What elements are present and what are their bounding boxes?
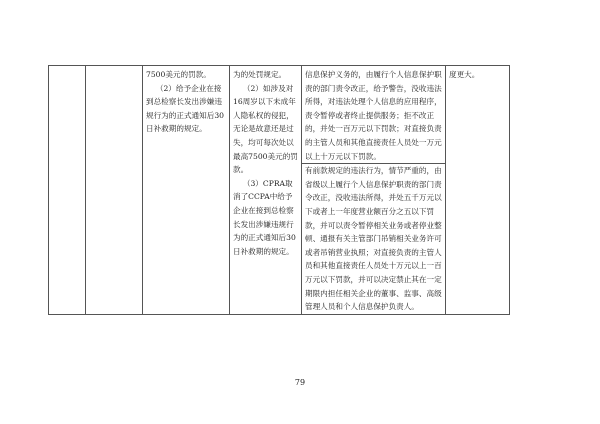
col6-para1: 度更大。 [449, 70, 480, 79]
table-cell-empty-1 [49, 66, 86, 315]
table-cell-empty-2 [86, 66, 143, 315]
col4-para2: （2）如涉及对16周岁以下未成年人隐私权的侵犯，无论是故意还是过失，均可每次处以最高7500美元的罚款。 [233, 83, 298, 175]
table-cell-col3 [143, 66, 230, 315]
col4-para3: （3）CPRA取消了CCPA中给予企业在接到总检察长发出涉嫌违规行为的正式通知后30日补救期的规定。 [233, 178, 296, 256]
comparison-table [48, 65, 510, 315]
col5-para2: 有前款规定的违法行为，情节严重的，由省级以上履行个人信息保护职责的部门责令改正，没收违法所得，并处五千万元以下或者上一年度营业额百分之五以下罚款，并可以责令暂停相关业务或者停业整顿、通报有关主管部门吊销相关业务许可或者吊销营业执照；对直接负责的主管人员和其他直接责任人员处十万元以上一百万元以下罚款，并可以决定禁止其在一定期限内担任相关企业的董事、监事、高级管理人员和个人信息保护负责人。 [305, 166, 442, 312]
table-cell-col6 [446, 66, 510, 315]
table-cell-col5 [302, 66, 446, 315]
col3-para2: （2）给予企业在接到总检察长发出涉嫌违规行为的正式通知后30日补救期的规定。 [146, 83, 225, 134]
col4-para1: 为的处罚规定。 [233, 70, 287, 79]
col5-upper-block [302, 66, 445, 164]
table-cell-col4 [230, 66, 302, 315]
col5-para1: 信息保护义务的，由履行个人信息保护职责的部门责令改正，给予警告，没收违法所得，对违法处理个人信息的应用程序，责令暂停或者终止提供服务；拒不改正的，并处一百万元以下罚款；对直接负责的主管人员和其他直接责任人员处一万元以上十万元以下罚款。 [305, 70, 442, 161]
col3-para1: 7500美元的罚款。 [146, 70, 211, 79]
table-row [49, 66, 510, 315]
col5-lower-block [302, 164, 445, 314]
page-number: 79 [294, 378, 306, 387]
